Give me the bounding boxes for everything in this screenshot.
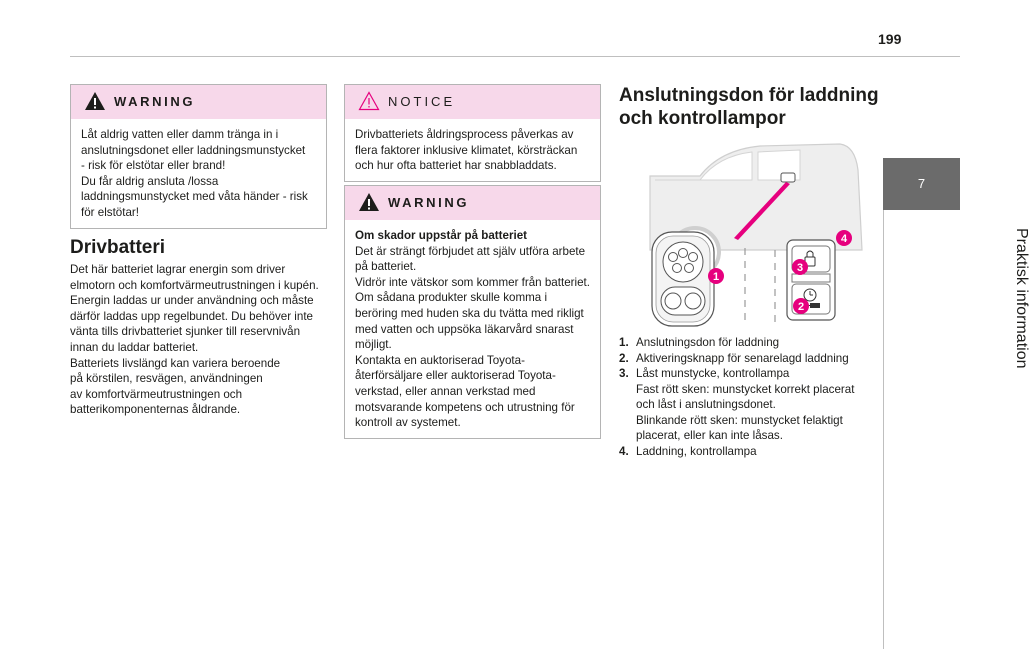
text-line: av komfortvärmeutrustningen och xyxy=(70,387,243,401)
notice-triangle-icon xyxy=(358,91,380,111)
text-line: kontroll av systemet. xyxy=(355,416,461,430)
list-text: Låst munstycke, kontrollampa xyxy=(636,367,790,380)
text-line: verkstad, eller annan verkstad med xyxy=(355,384,536,398)
list-item xyxy=(619,366,881,444)
list-item xyxy=(619,351,881,367)
warning-heading: WARNING xyxy=(114,94,196,109)
text-line: batterikomponenternas åldrande. xyxy=(70,403,241,417)
list-number: 2. xyxy=(619,351,629,365)
text-line: möjligt. xyxy=(355,338,392,352)
text-line: Det här batteriet lagrar energin som driver xyxy=(70,263,286,276)
charging-port-illustration xyxy=(640,140,875,330)
drivbatteri-heading: Drivbatteri xyxy=(70,237,166,258)
list-text: Laddning, kontrollampa xyxy=(636,444,757,458)
list-text: Aktiveringsknapp för senarelagd laddning xyxy=(636,351,849,365)
text-line: Energin laddas ur under användning och måste xyxy=(70,294,314,308)
list-number: 4. xyxy=(619,444,629,458)
notice-header xyxy=(345,85,600,119)
list-number: 3. xyxy=(619,367,629,380)
connector-heading-line: Anslutningsdon för laddning xyxy=(619,85,879,106)
text-line-bold: Om skador uppstår på batteriet xyxy=(355,229,528,242)
text-line: Batteriets livslängd kan variera beroende xyxy=(70,356,281,370)
text-line: vänta tills drivbatteriet sjunker till reservnivån xyxy=(70,325,301,339)
list-text: Anslutningsdon för laddning xyxy=(636,336,780,349)
list-item xyxy=(619,444,881,460)
text-line: Låt aldrig vatten eller damm tränga in i xyxy=(81,128,279,141)
text-line: Vidrör inte vätskor som kommer från batteriet. xyxy=(355,275,590,289)
list-text: placerat, eller kan inte låsas. xyxy=(636,429,783,442)
notice-heading: NOTICE xyxy=(388,94,456,109)
warning-text xyxy=(345,220,600,438)
callout-badge-3 xyxy=(792,259,808,275)
callout-badge-2 xyxy=(793,298,809,314)
connector-list xyxy=(619,335,881,459)
text-line: innan du laddar batteriet. xyxy=(70,340,199,354)
text-line: Det är strängt förbjudet att själv utföra arbete xyxy=(355,244,586,258)
list-number: 1. xyxy=(619,336,629,349)
warning-text xyxy=(71,119,326,228)
warning-header xyxy=(71,85,326,119)
connector-section-heading xyxy=(619,84,879,130)
text-line: Kontakta en auktoriserad Toyota- xyxy=(355,353,525,367)
drivbatteri-section xyxy=(70,236,332,418)
text-line: beröring med huden ska du tvätta med rikligt xyxy=(355,306,584,320)
callout-badge-4 xyxy=(836,230,852,246)
connector-heading-line: och kontrollampor xyxy=(619,108,786,129)
header-rule xyxy=(70,56,960,57)
text-line: återförsäljare eller auktoriserad Toyota- xyxy=(355,369,556,383)
warning-box-water xyxy=(70,84,327,229)
text-line: elmotorn och komfortvärmeutrustningen i kupén. xyxy=(70,278,319,292)
text-line: laddningsmunstycket med våta händer - risk xyxy=(81,190,308,204)
text-line: därför laddas upp regelbundet. Du behöver inte xyxy=(70,309,313,323)
warning-heading: WARNING xyxy=(388,195,470,210)
chapter-title: Praktisk information xyxy=(1013,228,1030,369)
text-line: och hur ofta batteriet har snabbladdats. xyxy=(355,159,557,173)
list-text: och låst i anslutningsdonet. xyxy=(636,398,776,411)
text-line: Om sådana produkter skulle komma i xyxy=(355,291,548,305)
callout-number: 4 xyxy=(840,233,848,245)
text-line: på körstilen, resvägen, användningen xyxy=(70,372,263,386)
side-rule xyxy=(883,210,884,649)
charging-socket-icon xyxy=(652,232,714,326)
callout-number: 2 xyxy=(797,301,805,313)
list-text: Fast rött sken: munstycket korrekt placerat xyxy=(636,382,855,396)
list-text: Blinkande rött sken: munstycket felaktigt xyxy=(636,413,843,427)
text-line: motsvarande kompetens och utrustning för xyxy=(355,400,575,414)
warning-triangle-icon xyxy=(84,91,106,111)
text-line: anslutningsdonet eller laddningsmunstycket xyxy=(81,143,306,157)
warning-header xyxy=(345,186,600,220)
text-line: på batteriet. xyxy=(355,260,417,274)
text-line: för elstötar! xyxy=(81,205,139,219)
page-number: 199 xyxy=(878,31,902,47)
chapter-number: 7 xyxy=(917,176,926,191)
list-item xyxy=(619,335,881,351)
warning-box-battery xyxy=(344,185,601,439)
text-line: flera faktorer inklusive klimatet, körsträckan xyxy=(355,143,578,157)
drivbatteri-text xyxy=(70,262,332,418)
text-line: med vatten och uppsöka läkarvård snarast xyxy=(355,322,574,336)
text-line: Drivbatteriets åldringsprocess påverkas av xyxy=(355,128,574,141)
callout-number: 1 xyxy=(712,271,720,283)
notice-box xyxy=(344,84,601,182)
text-line: Du får aldrig ansluta /lossa xyxy=(81,174,219,188)
callout-badge-1 xyxy=(708,268,724,284)
warning-triangle-icon xyxy=(358,192,380,212)
callout-number: 3 xyxy=(796,262,804,274)
text-line: - risk för elstötar eller brand! xyxy=(81,159,226,173)
notice-text xyxy=(345,119,600,181)
